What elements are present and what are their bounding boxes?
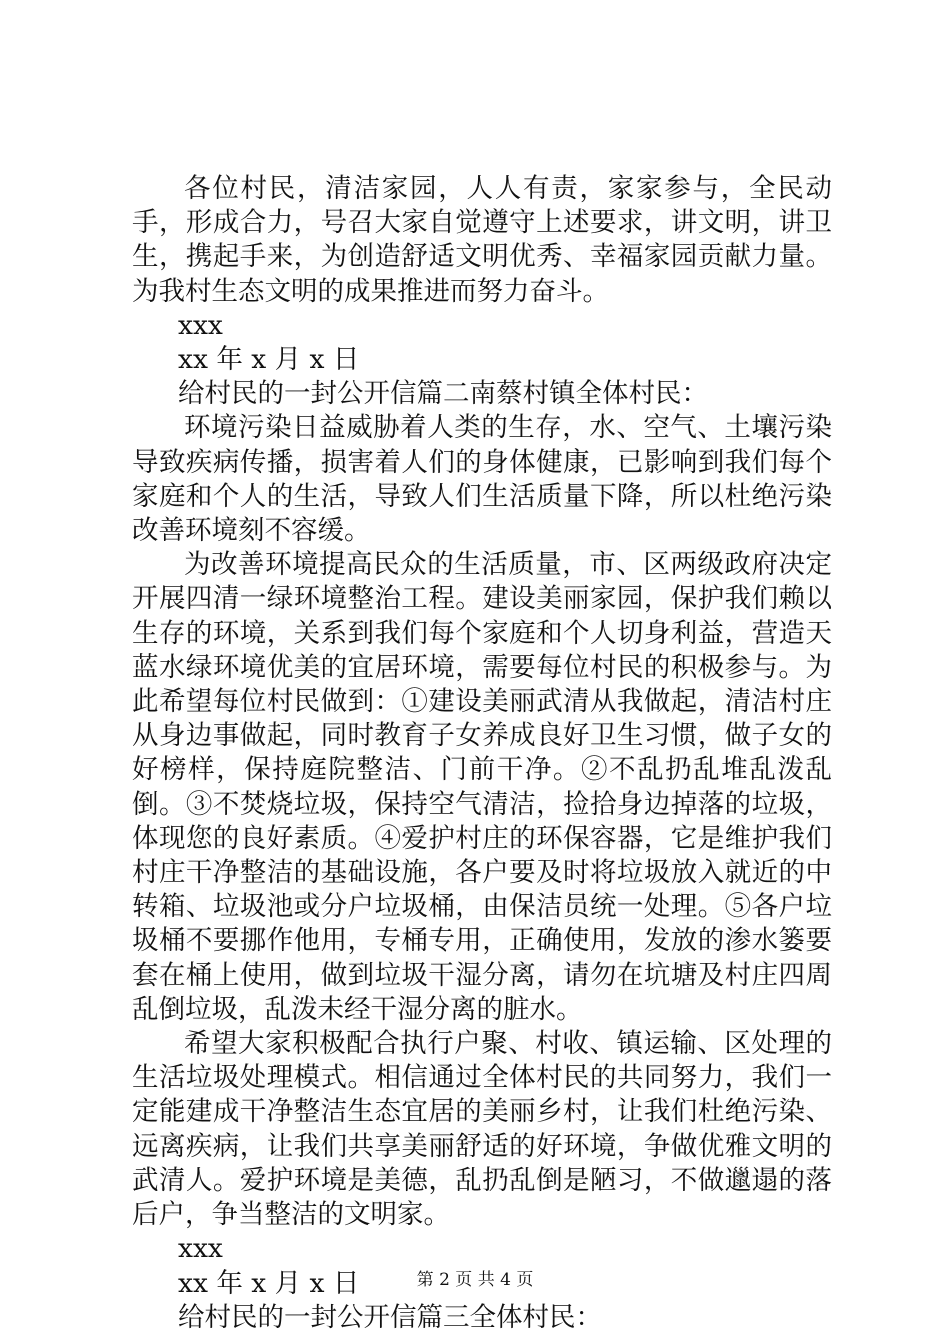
date-line: xx 年 x 月 x 日 bbox=[178, 1267, 360, 1299]
signature: xxx bbox=[178, 1233, 223, 1265]
paragraph-pollution: 环境污染日益威胁着人类的生存，水、空气、土壤污染导致疾病传播，损害着人们的身体健康，已影响到我们每个家庭和个人的生活，导致人们生活质量下降，所以杜绝污染改善环境刻不容缓。 bbox=[132, 412, 832, 547]
paragraph-appeal: 各位村民，清洁家园，人人有责，家家参与，全民动手，形成合力，号召大家自觉遵守上述要求，讲文明，讲卫生，携起手来，为创造舒适文明优秀、幸福家园贡献力量。为我村生态文明的成果推进而努力奋斗。 bbox=[132, 173, 832, 307]
date-line: xx 年 x 月 x 日 bbox=[178, 344, 360, 376]
page-number-footer: 第 2 页 共 4 页 bbox=[416, 1270, 534, 1290]
paragraph-cooperation: 希望大家积极配合执行户聚、村收、镇运输、区处理的生活垃圾处理模式。相信通过全体村民的共同努力，我们一定能建成干净整洁生态宜居的美丽乡村，让我们杜绝污染、远离疾病，让我们共享美丽舒适的好环境，争做优雅文明的武清人。爱护环境是美德，乱扔乱倒是陋习，不做邋遢的落后户，争当整洁的文明家。 bbox=[132, 1028, 832, 1231]
paragraph-improvement: 为改善环境提高民众的生活质量，市、区两级政府决定开展四清一绿环境整治工程。建设美丽家园，保护我们赖以生存的环境，关系到我们每个家庭和个人切身利益，营造天蓝水绿环境优美的宜居环境，需要每位村民的积极参与。为此希望每位村民做到：①建设美丽武清从我做起，清洁村庄从身边事做起，同时教育子女养成良好卫生习惯，做子女的好榜样，保持庭院整洁、门前干净。②不乱扔乱堆乱泼乱倒。③不焚烧垃圾，保持空气清洁，捡拾身边掉落的垃圾，体现您的良好素质。④爱护村庄的环保容器，它是维护我们村庄干净整洁的基础设施，各户要及时将垃圾放入就近的中转箱、垃圾池或分户垃圾桶，由保洁员统一处理。⑤各户垃圾桶不要挪作他用，专桶专用，正确使用，发放的渗水篓要套在桶上使用，做到垃圾干湿分离，请勿在坑塘及村庄四周乱倒垃圾，乱泼未经干湿分离的脏水。 bbox=[132, 549, 832, 1025]
letter-heading-two: 给村民的一封公开信篇二南蔡村镇全体村民： bbox=[178, 378, 708, 410]
document-body bbox=[132, 172, 832, 1335]
signature: xxx bbox=[178, 309, 223, 341]
letter-heading-three: 给村民的一封公开信篇三全体村民： bbox=[178, 1301, 602, 1333]
